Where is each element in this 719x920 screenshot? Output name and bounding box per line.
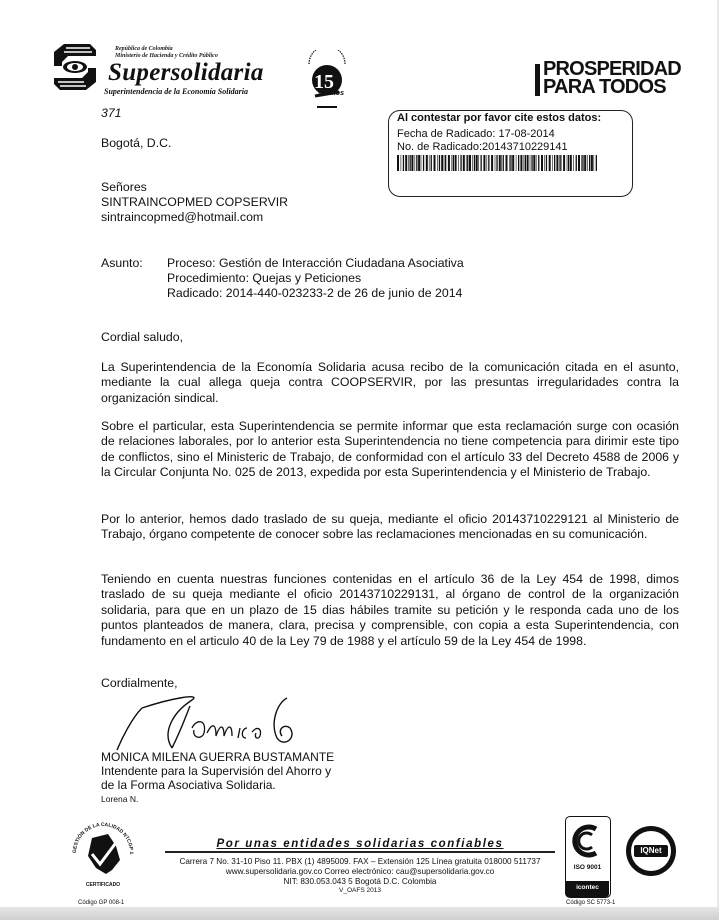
left-code: Código GP 008-1 (78, 900, 125, 906)
barcode-bar (582, 155, 583, 171)
barcode-bar (421, 155, 422, 171)
barcode-bar (429, 155, 430, 171)
barcode-bar (423, 155, 424, 171)
barcode-bar (501, 155, 502, 171)
barcode-bar (578, 155, 580, 171)
icontec-label: icontec (566, 881, 609, 897)
svg-text:CERTIFICADO: CERTIFICADO (85, 882, 121, 888)
barcode-bar (408, 155, 409, 171)
barcode-bar (403, 155, 404, 171)
barcode-bar (570, 155, 572, 171)
barcode-bar (415, 155, 416, 171)
subject-radicado: Radicado: 2014-440-023233-2 de 26 de junio de 2014 (167, 286, 463, 300)
handwritten-signature (112, 688, 312, 758)
barcode-bar (426, 155, 428, 171)
body-paragraph-2: Sobre el particular, esta Superintendencia se permite informar que esta reclamación surge con ocasión de relaciones laborales, por lo anterior esta Superintendencia no tiene competencia para dirimir este tipo de conflictos, sino el Ministeric de Trabajo, de conformidad con el artículo 33 del Decreto 4588 de 2006 y la Circular Conjunta No. 025 de 2013, expedida por esta Superintendencia y el Ministerio de Trabajo. (101, 419, 679, 480)
barcode-bar (524, 155, 525, 171)
anniversary-badge-icon (305, 50, 349, 112)
body-paragraph-4: Teniendo en cuenta nuestras funciones contenidas en el artículo 36 de la Ley 454 de 1998, dimos traslado de su queja mediante el oficio 20143710229131, al órgano de control de la organización solidaria, para que en un plazo de 15 dias hábiles tramite su petición y le responda cada uno de los puntos planteados de manera, clara, precisa y comprensible, con copia a esta Superintendencia, con fundamento en el articulo 40 de la Ley 79 de 1988 y el artículo 59 de la Ley 454 de 1998. (101, 572, 679, 648)
barcode-bar (445, 155, 446, 171)
barcode-bar (431, 155, 432, 171)
barcode-icon (397, 155, 597, 171)
barcode-bar (538, 155, 539, 171)
footer-version: V_OAFS 2013 (339, 887, 381, 894)
barcode-bar (584, 155, 586, 171)
barcode-bar (541, 155, 543, 171)
body-paragraph-3: Por lo anterior, hemos dado traslado de su queja, mediante el oficio 20143710229121 al Ministerio de Trabajo, órgano competente de conocer sobre las reclamaciones mencionadas en su comunicación. (101, 512, 679, 542)
subject-process: Proceso: Gestión de Interacción Ciudadana Asociativa (167, 256, 464, 270)
barcode-bar (530, 155, 531, 171)
barcode-bar (405, 155, 407, 171)
barcode-bar (544, 155, 545, 171)
barcode-bar (531, 155, 532, 171)
barcode-bar (554, 155, 555, 171)
barcode-bar (596, 155, 597, 171)
barcode-bar (510, 155, 511, 171)
body-paragraph-1: La Superintendencia de la Economía Solidaria acusa recibo de la comunicación citada en el asunto, mediante la cual allega queja contra COOPSERVIR, por las presuntas irregularidades contra la organización sindical. (101, 360, 679, 405)
recipient-name: SINTRAINCOPMED COPSERVIR (101, 195, 288, 209)
barcode-bar (559, 155, 560, 171)
barcode-bar (576, 155, 577, 171)
barcode-bar (418, 155, 420, 171)
svg-text:GESTIÓN DE LA CALIDAD NTCGP 10: GESTIÓN DE LA CALIDAD NTCGP 1 (71, 821, 135, 855)
barcode-bar (496, 155, 497, 171)
barcode-bar (441, 155, 443, 171)
barcode-bar (525, 155, 526, 171)
barcode-bar (563, 155, 565, 171)
campaign-line-1: PROSPERIDAD (543, 58, 681, 80)
barcode-bar (488, 155, 489, 171)
barcode-bar (506, 155, 508, 171)
barcode-bar (439, 155, 440, 171)
campaign-line-2: PARA TODOS (543, 76, 666, 98)
barcode-bar (581, 155, 582, 171)
city: Bogotá, D.C. (101, 136, 172, 150)
barcode-bar (589, 155, 590, 171)
barcode-bar (512, 155, 514, 171)
barcode-bar (552, 155, 553, 171)
barcode-bar (463, 155, 465, 171)
barcode-bar (546, 155, 547, 171)
iso-9001-badge (565, 816, 611, 898)
greeting: Cordial saludo, (101, 330, 184, 344)
quality-seal-icon (62, 812, 144, 894)
subject-label: Asunto: (101, 256, 143, 270)
barcode-bar (472, 155, 473, 171)
recipient-line-1: Señores (101, 180, 147, 194)
barcode-bar (410, 155, 411, 171)
barcode-bar (448, 155, 450, 171)
footer-slogan: Por unas entidades solidarias confiables (216, 838, 504, 850)
reference-number: 371 (101, 106, 122, 120)
barcode-bar (560, 155, 561, 171)
barcode-bar (401, 155, 402, 171)
svg-text:15: 15 (314, 71, 334, 93)
barcode-bar (556, 155, 558, 171)
barcode-bar (573, 155, 574, 171)
barcode-bar (495, 155, 496, 171)
barcode-bar (487, 155, 488, 171)
recipient-email: sintraincopmed@hotmail.com (101, 210, 264, 224)
signer-title-line-1: Intendente para la Supervisión del Ahorro y (101, 764, 332, 778)
barcode-bar (476, 155, 478, 171)
anniversary-badge-text: 15 Años (317, 90, 344, 97)
barcode-bar (455, 155, 457, 171)
logo-name: Supersolidaria (108, 59, 264, 86)
barcode-bar (518, 155, 519, 171)
barcode-bar (536, 155, 537, 171)
page-bottom-band (0, 907, 719, 920)
logo-subtitle: Superintendencia de la Economía Solidaria (104, 87, 249, 96)
barcode-bar (452, 155, 453, 171)
radicado-number: No. de Radicado:20143710229141 (397, 141, 568, 153)
barcode-bar (460, 155, 461, 171)
barcode-bar (499, 155, 501, 171)
iqnet-seal (626, 826, 676, 876)
subject-procedure: Procedimiento: Quejas y Peticiones (167, 271, 362, 285)
barcode-bar (591, 155, 593, 171)
iso-label: ISO 9001 (573, 864, 602, 871)
barcode-bar (483, 155, 485, 171)
barcode-bar (453, 155, 454, 171)
footer-address-3: NIT: 830.053.043 5 Bogotá D.C. Colombia (283, 877, 437, 886)
iqnet-label: IQNet (640, 846, 662, 855)
barcode-bar (567, 155, 568, 171)
footer-center (150, 838, 570, 895)
barcode-bar (467, 155, 468, 171)
barcode-bar (437, 155, 438, 171)
barcode-bar (469, 155, 471, 171)
barcode-bar (444, 155, 445, 171)
initials: Lorena N. (101, 794, 139, 804)
radicado-box (388, 110, 633, 197)
radicado-heading: Al contestar por favor cite estos datos: (397, 112, 602, 124)
barcode-bar (594, 155, 595, 171)
barcode-bar (434, 155, 436, 171)
barcode-bar (478, 155, 479, 171)
logo-line-2: Ministerio de Hacienda y Crédito Público (115, 53, 218, 59)
barcode-bar (533, 155, 535, 171)
signer-name: MONICA MILENA GUERRA BUSTAMANTE (101, 750, 335, 764)
icontec-logo-icon (566, 821, 609, 861)
radicado-date: Fecha de Radicado: 17-08-2014 (397, 128, 555, 140)
barcode-bar (549, 155, 551, 171)
footer-rule (165, 851, 555, 853)
barcode-bar (503, 155, 504, 171)
barcode-bar (568, 155, 569, 171)
barcode-bar (527, 155, 529, 171)
barcode-bar (466, 155, 467, 171)
barcode-bar (520, 155, 522, 171)
footer-address-1: Carrera 7 No. 31-10 Piso 11. PBX (1) 4895009. FAX – Extensión 125 Línea gratuita 018000 511737 (179, 857, 541, 866)
barcode-bar (491, 155, 493, 171)
prosperidad-bar-icon (535, 64, 540, 96)
footer-address-2: www.supersolidaria.gov.co Correo electrónico: cau@supersolidaria.gov.co (225, 867, 495, 876)
barcode-bar (411, 155, 413, 171)
barcode-bar (481, 155, 482, 171)
logo-line-1: República de Colombia (115, 46, 173, 52)
signer-title-line-2: de la Forma Asociativa Solidaria. (101, 778, 276, 792)
barcode-bar (509, 155, 510, 171)
barcode-bar (587, 155, 588, 171)
closing: Cordialmente, (101, 676, 178, 690)
barcode-bar (458, 155, 459, 171)
barcode-bar (516, 155, 517, 171)
barcode-bar (474, 155, 475, 171)
supersolidaria-logo-icon (50, 42, 100, 92)
barcode-bar (397, 155, 399, 171)
right-code: Código SC 5773-1 (566, 900, 616, 906)
barcode-bar (416, 155, 417, 171)
